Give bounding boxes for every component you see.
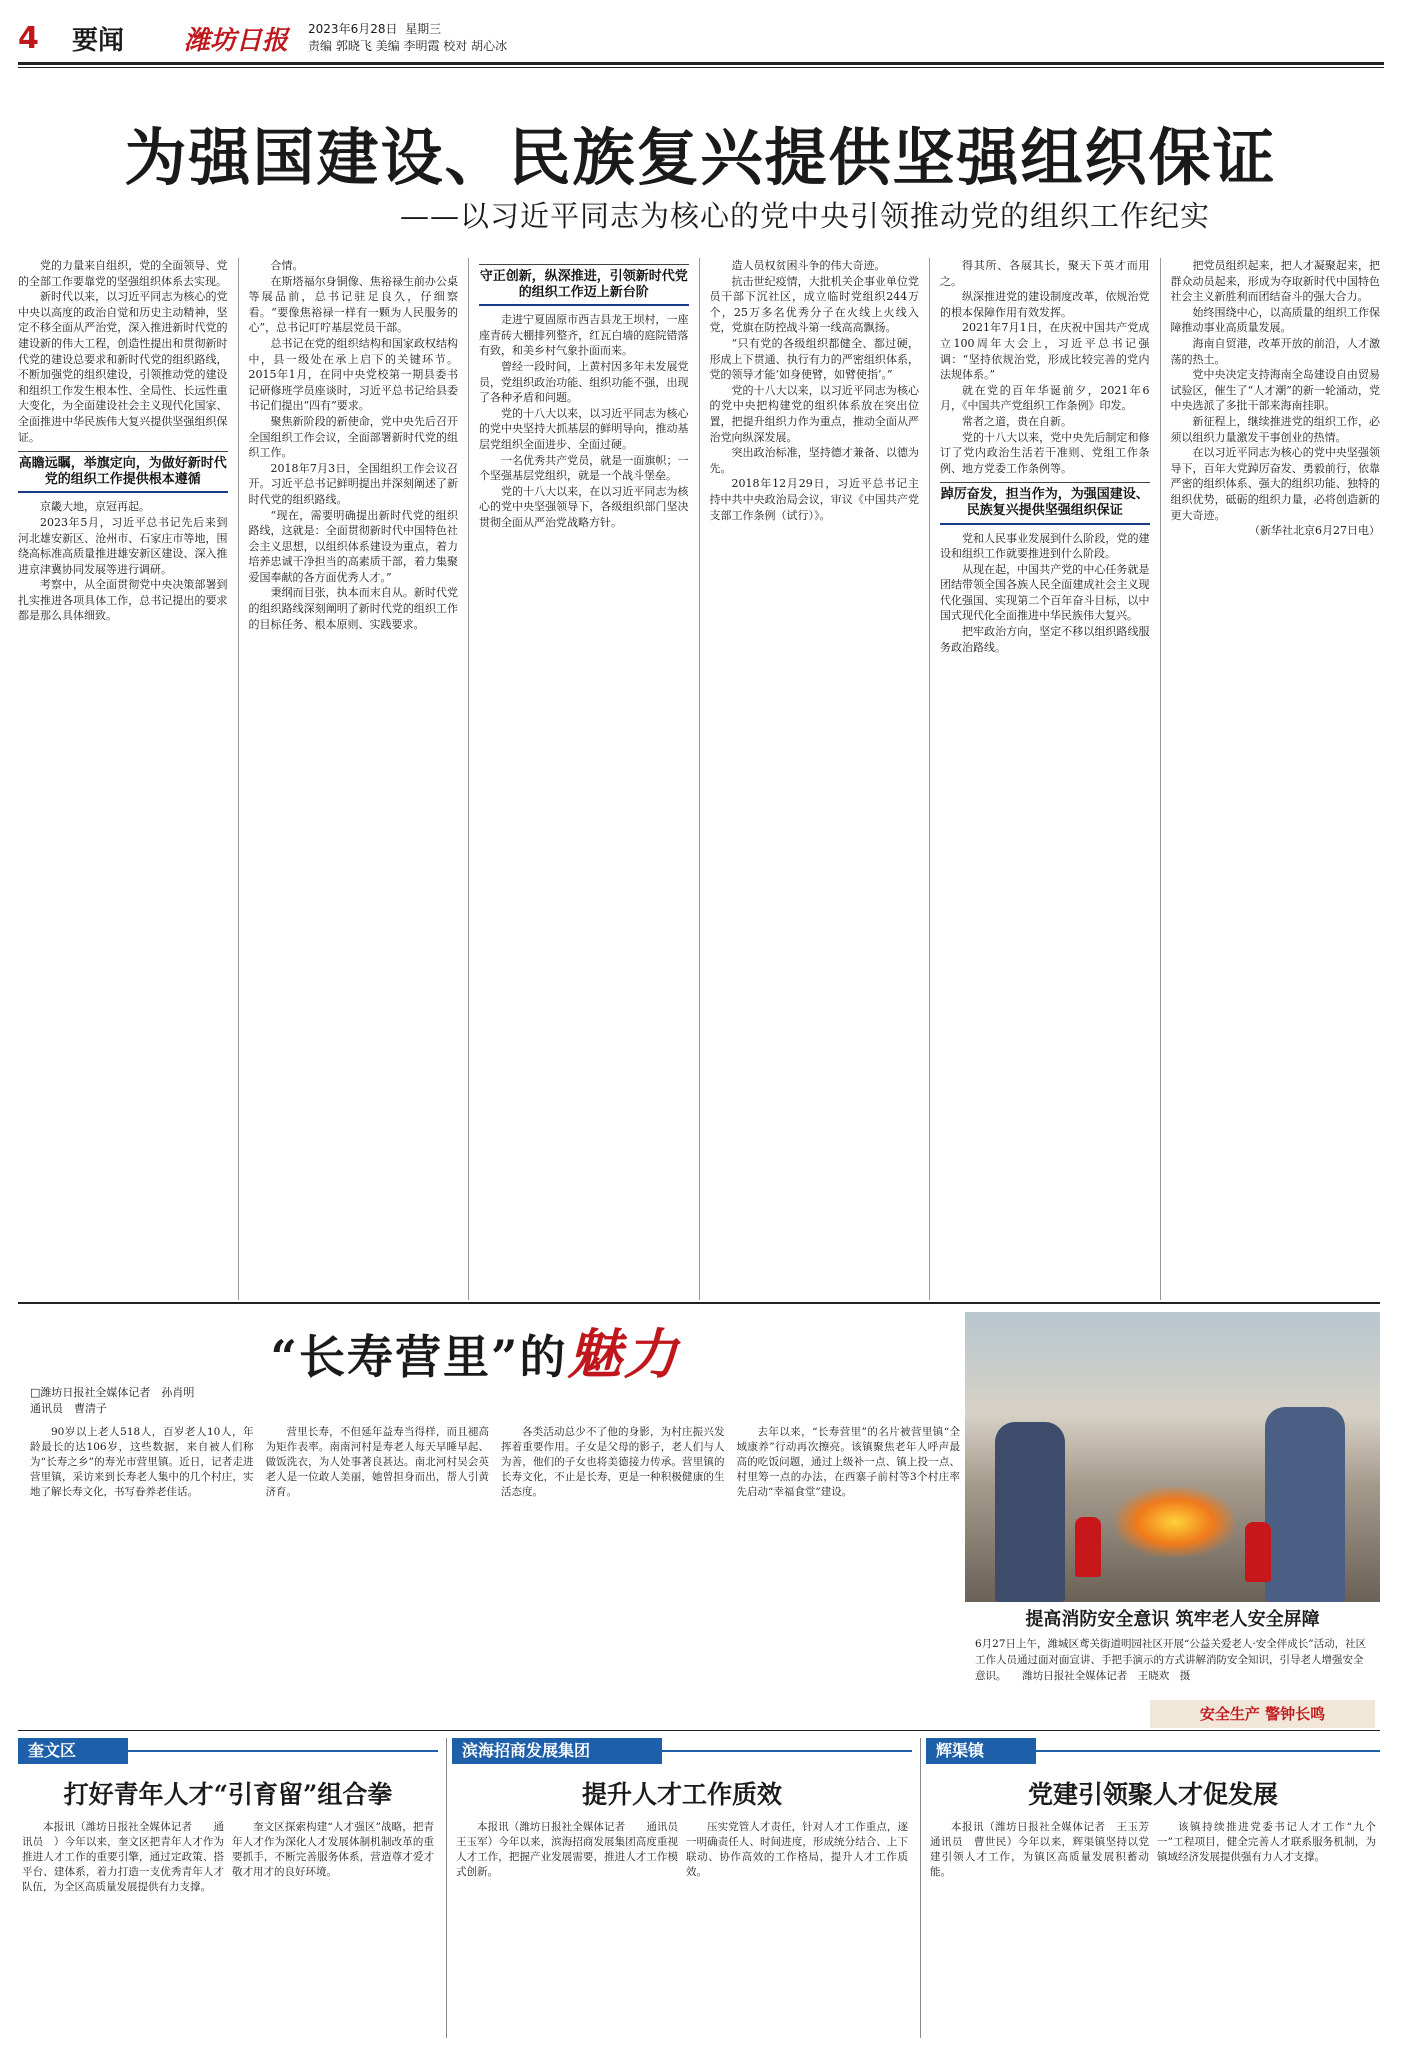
section-subheading: 踔厉奋发，担当作为，为强国建设、民族复兴提供坚强组织保证 — [940, 482, 1150, 524]
section-name: 要闻 — [72, 25, 125, 56]
article-column-4 — [710, 258, 920, 1300]
byline-reporter: □潍坊日报社全媒体记者 孙肖明 — [30, 1386, 195, 1399]
feature-column-2 — [266, 1425, 490, 1625]
feature-column-3 — [501, 1425, 725, 1625]
paragraph: 就在党的百年华诞前夕，2021年6月，《中国共产党组织工作条例》印发。 — [940, 383, 1150, 413]
paragraph: 造人员权贫困斗争的伟大奇迹。 — [731, 259, 886, 272]
section-divider — [18, 1730, 1380, 1731]
paragraph: 压实党管人才责任，针对人才工作重点，逐一明确责任人、时间进度，形成统分结合、上下联动、协作高效的工作格局，提升人才工作质效。 — [686, 1821, 908, 1878]
fire-drill-photo — [965, 1312, 1380, 1602]
paragraph: 得其所、各展其长，聚天下英才而用之。 — [940, 259, 1150, 288]
paragraph: 把党员组织起来，把人才凝聚起来，把群众动员起来，形成为夺取新时代中国特色社会主义新胜利而团结奋斗的强大合力。 — [1170, 259, 1380, 304]
feature-byline — [30, 1385, 230, 1417]
paragraph: 新征程上，继续推进党的组织工作，必须以组织力量激发干事创业的热情。 — [1170, 414, 1380, 444]
editors-line: 责编 郭晓飞 美编 李明霞 校对 胡心冰 — [308, 39, 508, 53]
column-separator — [920, 1738, 921, 2038]
photo-person — [1265, 1407, 1345, 1602]
paragraph: 始终围绕中心，以高质量的组织工作保障推动事业高质量发展。 — [1170, 305, 1380, 335]
story-band-label: 奎文区 — [18, 1738, 128, 1764]
article-column-6 — [1171, 258, 1381, 1300]
story-column — [1157, 1820, 1376, 2035]
story-band-label: 滨海招商发展集团 — [452, 1738, 662, 1764]
paragraph: 走进宁夏固原市西吉县龙王坝村，一座座青砖大棚排列整齐，红瓦白墙的庭院错落有致，和美乡村气象扑面而来。 — [479, 313, 689, 358]
paragraph: 新时代以来，以习近平同志为核心的党中央以高度的政治自觉和历史主动精神，坚定不移全面从严治党，深入推进新时代党的建设新的伟大工程，创造性提出和贯彻新时代党的建设总要求和新时代党的组织路线，不断加强党的组织建设，引领推动党的建设和组织工作发生根本性、全局性、长远性重大变化，为全面建设社会主义现代化国家、全面推进中华民族伟大复兴提供坚强组织保证。 — [18, 290, 228, 444]
masthead-rule — [18, 62, 1384, 65]
paragraph: 党和人民事业发展到什么阶段，党的建设和组织工作就要推进到什么阶段。 — [940, 531, 1150, 561]
paragraph: 2023年5月，习近平总书记先后来到河北雄安新区、沧州市、石家庄市等地，围绕高标准高质量推进雄安新区建设、深入推进京津冀协同发展等进行调研。 — [18, 515, 228, 576]
feature-column-1 — [30, 1425, 254, 1625]
paragraph: 党的十八大以来，以习近平同志为核心的党中央坚持大抓基层的鲜明导向，推动基层党组织全面进步、全面过硬。 — [479, 406, 689, 451]
feature-title-highlight: 魅力 — [567, 1322, 680, 1386]
paragraph: 京畿大地，京冠再起。 — [40, 500, 150, 514]
paragraph: “现在，需要明确提出新时代党的组织路线，这就是：全面贯彻新时代中国特色社会主义思想，以组织体系建设为重点，着力培养忠诚干净担当的高素质干部，着力集聚爱国奉献的各方面优秀人才。” — [248, 508, 458, 584]
safety-slogan: 安全生产 警钟长鸣 — [1150, 1700, 1375, 1728]
main-subhead: ——以习近平同志为核心的党中央引领推动党的组织工作纪实 — [400, 199, 1211, 233]
paragraph: 党的力量来自组织，党的全面领导、党的全部工作要靠党的坚强组织体系去实现。 — [18, 259, 228, 288]
paragraph: 海南自贸港，改革开放的前沿，人才激荡的热土。 — [1170, 336, 1380, 366]
paragraph: 党的十八大以来，在以习近平同志为核心的党中央坚强领导下，各级组织部门坚决贯彻全面从严治党战略方针。 — [479, 484, 689, 529]
paragraph: 在斯塔福尔身铜像、焦裕禄生前办公桌等展品前，总书记驻足良久，仔细察看。“要像焦裕禄一样有一颗为人民服务的心”，总书记叮咛基层党员干部。 — [248, 274, 458, 335]
article-signature: （新华社北京6月27日电） — [1249, 524, 1380, 538]
section-divider — [18, 1302, 1380, 1304]
fire-flame-icon — [1115, 1487, 1235, 1557]
paragraph: 考察中，从全面贯彻党中央决策部署到扎实推进各项具体工作，总书记提出的要求都是那么具体细致。 — [18, 578, 228, 623]
story-column — [232, 1820, 434, 2035]
masthead — [18, 18, 1378, 58]
paragraph: 党中央决定支持海南全岛建设自由贸易试验区，催生了“人才潮”的新一轮涌动，党中央选派了多批干部来海南挂职。 — [1170, 368, 1380, 413]
paragraph: 突出政治标准，坚持德才兼备、以德为先。 — [709, 446, 919, 475]
issue-weekday: 星期三 — [405, 22, 442, 36]
paragraph: 2018年12月29日，习近平总书记主持中共中央政治局会议，审议《中国共产党支部工作条例（试行）》。 — [709, 477, 919, 522]
story-band-label: 辉渠镇 — [926, 1738, 1036, 1764]
paragraph: 90岁以上老人518人，百岁老人10人，年龄最长的达106岁，这些数据，来自被人们称为“长寿之乡”的寿光市营里镇。近日，记者走进营里镇，采访来到长寿老人集中的几个村庄，实地了解长寿文化，书写眷养老佳话。 — [30, 1426, 254, 1498]
paragraph: 2021年7月1日，在庆祝中国共产党成立100周年大会上，习近平总书记强调：“坚持依规治党，形成比较完善的党内法规体系。” — [940, 321, 1150, 382]
paragraph: 党的十八大以来，以习近平同志为核心的党中央把构建党的组织体系放在突出位置，把提升组织力作为重点，推动全面从严治党向纵深发展。 — [709, 383, 919, 444]
story-title: 党建引领聚人才促发展 — [1027, 1780, 1278, 1809]
story-body — [930, 1820, 1376, 2035]
issue-date: 2023年6月28日 — [308, 22, 398, 36]
column-separator — [446, 1738, 447, 2038]
article-column-2 — [249, 258, 459, 1300]
paragraph: 常者之道，贵在自新。 — [962, 414, 1072, 428]
paragraph: 在以习近平同志为核心的党中央坚强领导下，百年大党踔厉奋发、勇毅前行，依靠严密的组织体系、强大的组织功能、独特的组织优势，砥砺的组织力量，必将创造新的更大奇迹。 — [1170, 446, 1380, 522]
article-column-5 — [940, 258, 1150, 1300]
paragraph: 总书记在党的组织结构和国家政权结构中，县一级处在承上启下的关键环节。2015年1月，在同中央党校第一期县委书记研修班学员座谈时，习近平总书记给县委书记们提出“四有”要求。 — [248, 336, 458, 413]
story-title: 提升人才工作质效 — [581, 1780, 782, 1809]
article-column-1 — [18, 258, 228, 1300]
newspaper-logo: 潍坊日报 — [184, 25, 289, 56]
paragraph: “只有党的各级组织都健全、都过硬，形成上下贯通、执行有力的严密组织体系，党的领导才能‘如身使臂，如臂使指’。” — [709, 336, 919, 382]
story-column — [930, 1820, 1160, 2035]
story-body — [22, 1820, 434, 2035]
paragraph: 本报讯（潍坊日报社全媒体记者 通讯员 ）今年以来，奎文区把青年人才作为推进人才工作的重要引擎，通过定政策、搭平台、建体系，着力打造一支优秀青年人才队伍，为全区高质量发展提供有力支撑。 — [22, 1821, 224, 1893]
paragraph: 该镇持续推进党委书记人才工作“九个一”工程项目，健全完善人才联系服务机制，为镇域经济发展提供强有力人才支撑。 — [1157, 1821, 1376, 1863]
paragraph: 2018年7月3日，全国组织工作会议召开。习近平总书记鲜明提出并深刻阐述了新时代党的组织路线。 — [248, 461, 458, 506]
section-subheading: 高瞻远瞩，举旗定向，为做好新时代党的组织工作提供根本遵循 — [18, 451, 228, 493]
story-column — [22, 1820, 224, 2035]
paragraph: 秉纲而目张，执本而末自从。新时代党的组织路线深刻阐明了新时代党的组织工作的目标任务、根本原则、实践要求。 — [248, 586, 458, 631]
paragraph: 营里长寿，不但延年益寿当得样，而且褪高为矩作表率。南南河村是寿老人每天早睡早起、做饭洗衣，为人处事著良甚达。南北河村吴会英老人是一位敢人美丽，她曾担身而出，帮人引黄济育。 — [265, 1426, 489, 1498]
paragraph: 奎文区探索构建“人才强区”战略，把青年人才作为深化人才发展体制机制改革的重要抓手，不断完善服务体系，营造尊才爱才敬才用才的良好环境。 — [232, 1821, 434, 1878]
fire-extinguisher-icon — [1245, 1522, 1271, 1582]
photo-caption: 提高消防安全意识 筑牢老人安全屏障 — [1025, 1609, 1320, 1630]
page-number: 4 — [18, 20, 39, 56]
story-column — [686, 1820, 908, 2035]
article-column-3 — [479, 258, 689, 1300]
paragraph: 从现在起，中国共产党的中心任务就是团结带领全国各族人民全面建成社会主义现代化强国、实现第二个百年奋斗目标，以中国式现代化全面推进中华民族伟大复兴。 — [940, 562, 1150, 623]
masthead-rule-thin — [18, 67, 1384, 68]
paragraph: 抗击世纪疫情，大批机关企事业单位党员干部下沉社区，成立临时党组织244万个，25万多名优秀分子在火线上火线入党，党旗在防控战斗第一线高高飘扬。 — [709, 274, 919, 335]
feature-title — [150, 1312, 800, 1389]
fire-extinguisher-icon — [1075, 1517, 1101, 1577]
paragraph: 把牢政治方向，坚定不移以组织路线服务政治路线。 — [940, 625, 1150, 654]
photo-description: 6月27日上午，潍城区鸢关街道明园社区开展“公益关爱老人·安全伴成长”活动，社区工作人员通过面对面宣讲、手把手演示的方式讲解消防安全知识，引导老人增强安全意识。 潍坊日报社全媒体记者 王晓欢 摄 — [975, 1638, 1367, 1682]
feature-title-prefix: “长寿营里”的 — [270, 1330, 568, 1384]
paragraph: 一名优秀共产党员，就是一面旗帜；一个坚强基层党组织，就是一个战斗堡垒。 — [479, 453, 689, 483]
paragraph: 各类活动总少不了他的身影，为村庄振兴发挥着重要作用。子女是父母的影子，老人们与人为善，他们的子女也将美德接力传承。营里镇的长寿文化，不止是长寿，更是一种积极健康的生活态度。 — [501, 1426, 725, 1498]
section-subheading: 守正创新，纵深推进，引领新时代党的组织工作迈上新台阶 — [479, 264, 689, 306]
story-title: 打好青年人才“引育留”组合拳 — [63, 1780, 393, 1809]
paragraph: 聚焦新阶段的新使命，党中央先后召开全国组织工作会议，全面部署新时代党的组织工作。 — [248, 414, 458, 460]
feature-body — [30, 1425, 960, 1625]
paragraph: 曾经一段时间，上黄村因多年未发展党员，党组织政治功能、组织功能不强，出现了各种矛盾和问题。 — [479, 359, 689, 405]
main-article — [18, 258, 1380, 1300]
paragraph: 本报讯（潍坊日报社全媒体记者 通讯员 王玉军）今年以来，滨海招商发展集团高度重视人才工作，把握产业发展需要，推进人才工作模式创新。 — [456, 1821, 689, 1878]
byline-correspondent: 通讯员 曹清子 — [30, 1402, 107, 1415]
paragraph: 合情。 — [270, 259, 304, 272]
main-headline: 为强国建设、民族复兴提供坚强组织保证 — [124, 121, 1277, 194]
photo-person — [995, 1422, 1065, 1602]
story-body — [456, 1820, 908, 2035]
paragraph: 党的十八大以来，党中央先后制定和修订了党内政治生活若干准则、党组工作条例、地方党委工作条例等。 — [940, 430, 1150, 475]
feature-column-4 — [737, 1425, 961, 1625]
issue-meta — [308, 21, 507, 55]
paragraph: 纵深推进党的建设制度改革，依规治党的根本保障作用有效发挥。 — [940, 290, 1150, 319]
paragraph: 本报讯（潍坊日报社全媒体记者 王玉芳 通讯员 曹世民）今年以来，辉渠镇坚持以党建引领人才工作，为镇区高质量发展积蓄动能。 — [930, 1821, 1160, 1878]
paragraph: 去年以来，“长寿营里”的名片被营里镇“全域康养”行动再次擦亮。该镇聚焦老年人呼声最高的吃饭问题，通过上级补一点、镇上投一点、村里筹一点的办法，在西寨子前村等3个村庄率先启动“幸福食堂”建设。 — [736, 1426, 960, 1498]
story-column — [456, 1820, 689, 2035]
